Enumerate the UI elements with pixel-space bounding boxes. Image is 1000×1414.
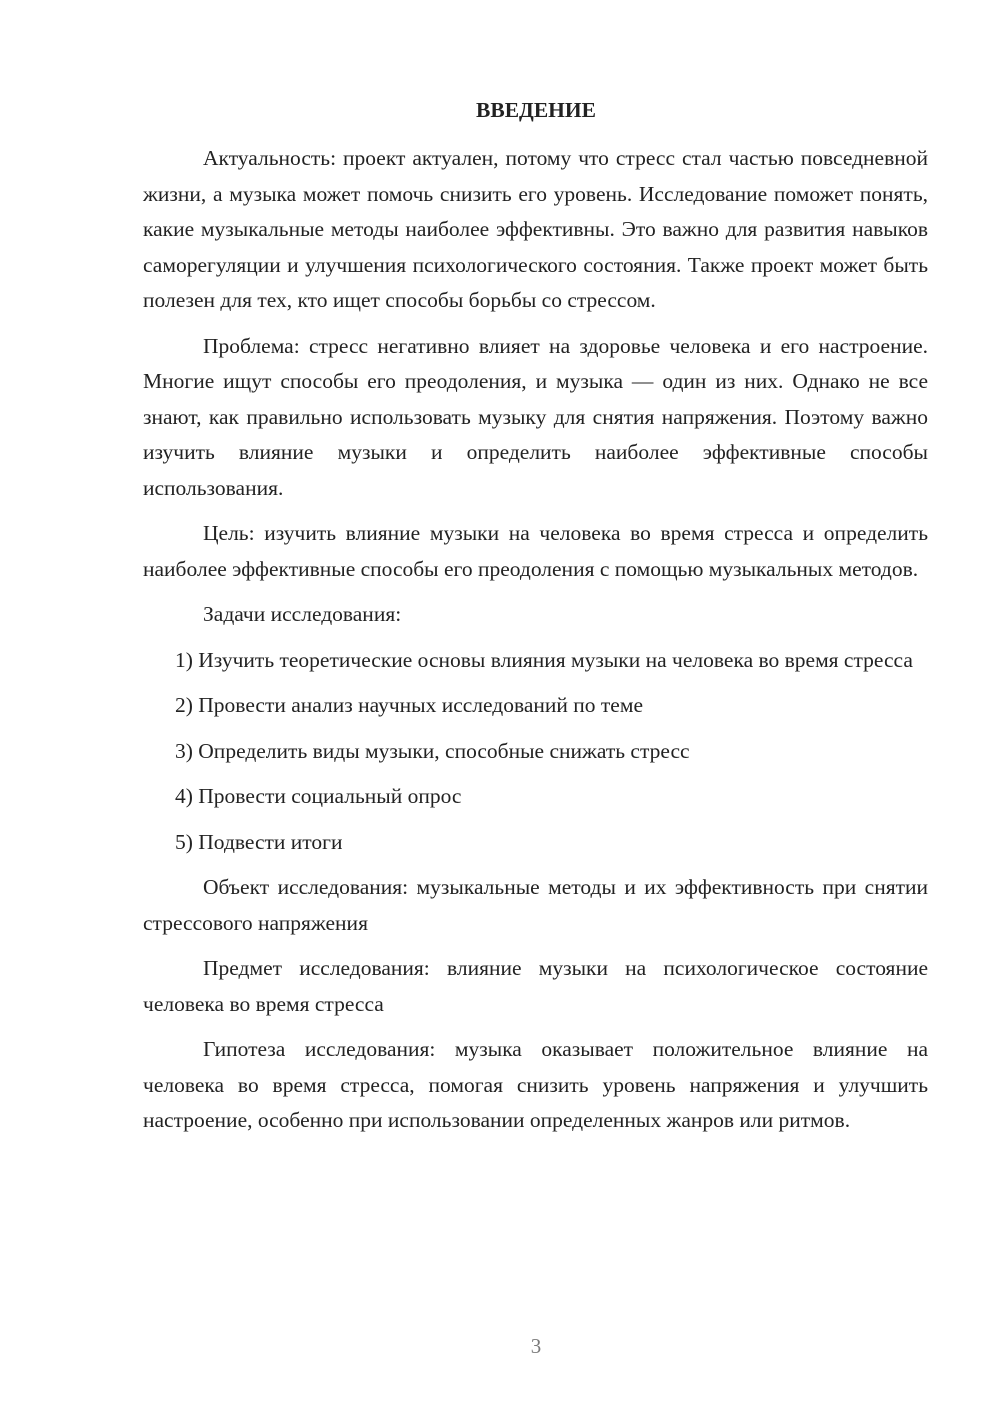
paragraph-problem: Проблема: стресс негативно влияет на здоровье человека и его настроение. Многие ищут способы его преодоления, и музыка — один из них. Однако не все знают, как правильно использовать музыку для снятия напряжения. Поэтому важно изучить влияние музыки и определить наиболее эффективные способы использования. (143, 333, 928, 500)
tasks-list (143, 643, 928, 861)
list-item: 3) Определить виды музыки, способные снижать стресс (175, 738, 690, 763)
paragraph-relevance: Актуальность: проект актуален, потому что стресс стал частью повседневной жизни, а музыка может помочь снизить его уровень. Исследование поможет понять, какие музыкальные методы наиболее эффективны. Это важно для развития навыков саморегуляции и улучшения психологического состояния. Также проект может быть полезен для тех, кто ищет способы борьбы со стрессом. (143, 146, 928, 312)
list-item: 1) Изучить теоретические основы влияния музыки на человека во время стресса (175, 647, 913, 672)
list-item: 2) Провести анализ научных исследований по теме (175, 693, 644, 717)
paragraph-subject: Предмет исследования: влияние музыки на психологическое состояние человека во время стресса (143, 956, 928, 1016)
page-number: 3 (530, 1334, 542, 1358)
body-text (143, 141, 928, 1139)
paragraph-hypothesis: Гипотеза исследования: музыка оказывает положительное влияние на человека во время стресса, помогая снизить уровень напряжения и улучшить настроение, особенно при использовании определенных жанров или ритмов. (143, 1037, 928, 1132)
paragraph-goal: Цель: изучить влияние музыки на человека во время стресса и определить наиболее эффективные способы его преодоления с помощью музыкальных методов. (143, 521, 928, 581)
page-title: ВВЕДЕНИЕ (476, 98, 596, 122)
list-item: 5) Подвести итоги (175, 829, 343, 854)
paragraph-tasks-heading: Задачи исследования: (203, 602, 402, 626)
paragraph-object: Объект исследования: музыкальные методы и их эффективность при снятии стрессового напряжения (143, 875, 928, 935)
list-item: 4) Провести социальный опрос (175, 784, 462, 808)
